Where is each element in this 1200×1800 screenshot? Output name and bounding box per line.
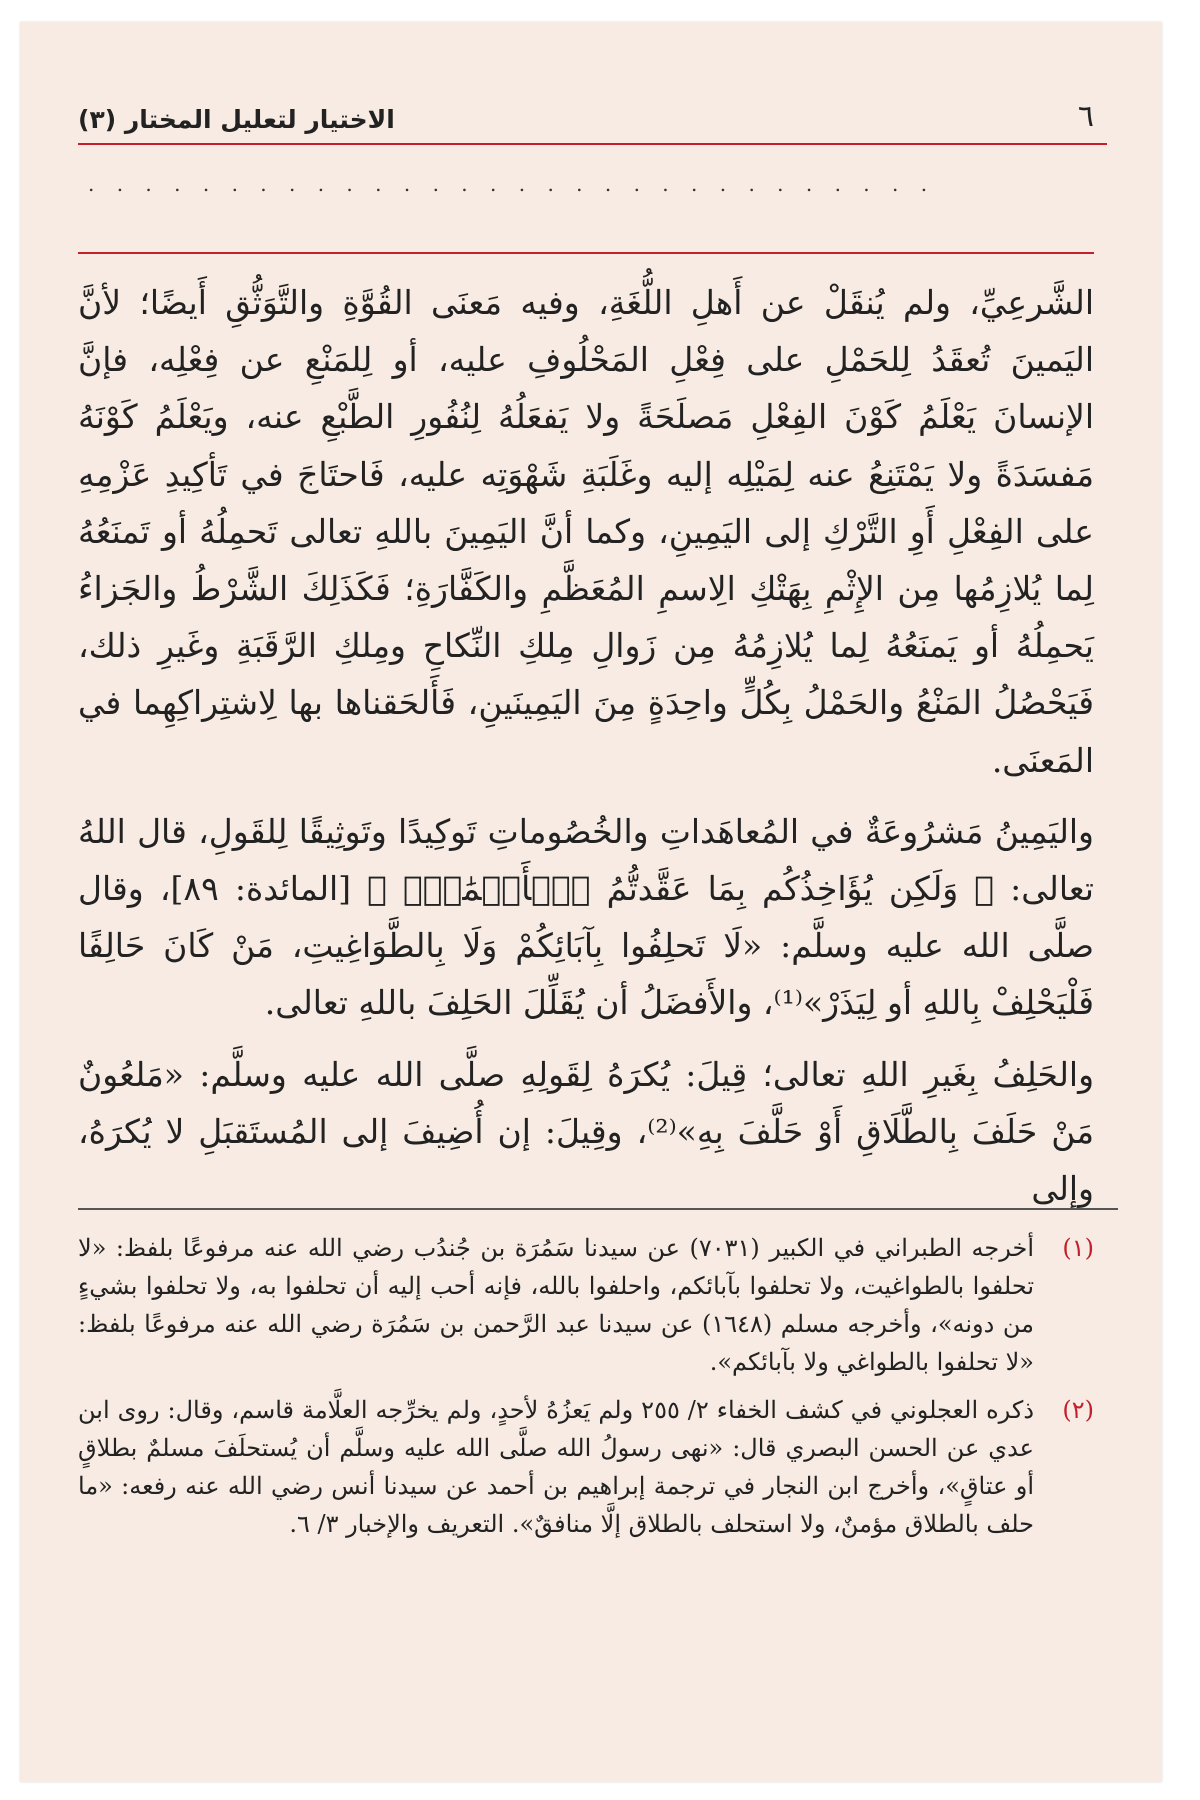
elision-dots: . . . . . . . . . . . . . . . . . . . . . . . . . . . . . . bbox=[88, 172, 936, 196]
body-paragraph: والحَلِفُ بِغَيرِ اللهِ تعالى؛ قِيلَ: يُكرَهُ لِقَولِهِ صلَّى الله عليه وسلَّم: «مَلعُونٌ مَنْ حَلَفَ بِالطَّلَاقِ أَوْ حَلَّفَ بِهِ»⁽²⁾، وقِيلَ: إن أُضِيفَ إلى المُستَقبَلِ لا يُكرَهُ، وإلى bbox=[78, 1054, 1094, 1209]
running-header bbox=[78, 84, 1094, 134]
footnote-divider bbox=[78, 1208, 1118, 1210]
footnote-number: (٢) bbox=[1062, 1396, 1094, 1424]
book-page bbox=[20, 22, 1162, 1782]
main-text bbox=[78, 274, 1094, 1217]
footnote-text: ذكره العجلوني في كشف الخفاء ٢/ ٢٥٥ ولم يَعزُهُ لأحدٍ، ولم يخرِّجه العلَّامة قاسم، وقال: روى ابن عدي عن الحسن البصري قال: «نهى رسولُ الله صلَّى الله عليه وسلَّم أن يُستحلَفَ مسلمٌ بطلاقٍ أو عتاقٍ»، وأخرج ابن النجار في ترجمة إبراهيم بن أحمد عن سيدنا أنس رضي الله عنه رفعه: «ما حلف بالطلاق مؤمنٌ، ولا استحلف بالطلاق إلَّا منافقٌ». التعريف والإخبار ٣/ ٦. bbox=[78, 1396, 1035, 1538]
header-divider bbox=[78, 143, 1107, 145]
book-title: الاختيار لتعليل المختار (٣) bbox=[78, 105, 395, 134]
footnote bbox=[78, 1391, 1094, 1543]
footnotes bbox=[78, 1229, 1094, 1553]
body-paragraph: واليَمِينُ مَشرُوعَةٌ في المُعاهَداتِ والخُصُوماتِ تَوكِيدًا وتَوثِيقًا لِلقَولِ، قال اللهُ تعالى: ﴿ وَلَكِن يُؤَاخِذُكُم بِمَا عَقَّدتُّمُ ٱلۡأَيۡمَٰنَۖ ﴾ [المائدة: ٨٩]، وقال صلَّى الله عليه وسلَّم: «لَا تَحلِفُوا بِآبَائِكُمْ وَلَا بِالطَّوَاغِيتِ، مَنْ كَانَ حَالِفًا فَلْيَحْلِفْ بِاللهِ أو لِيَذَرْ»⁽¹⁾، والأَفضَلُ أن يُقَلِّلَ الحَلِفَ باللهِ تعالى. bbox=[78, 811, 1094, 1023]
footnote-number: (١) bbox=[1062, 1234, 1094, 1262]
body-paragraph: الشَّرعِيِّ، ولم يُنقَلْ عن أَهلِ اللُّغَةِ، وفيه مَعنَى القُوَّةِ والتَّوَثُّقِ أَيضًا؛ لأنَّ اليَمينَ تُعقَدُ لِلحَمْلِ على فِعْلِ المَحْلُوفِ عليه، أو لِلمَنْعِ عن فِعْلِه، فإنَّ الإنسانَ يَعْلَمُ كَوْنَ الفِعْلِ مَصلَحَةً ولا يَفعَلُهُ لِنُفُورِ الطَّبْعِ عنه، ويَعْلَمُ كَوْنَهُ مَفسَدَةً ولا يَمْتَنِعُ عنه لِمَيْلِه إليه وغَلَبَةِ شَهْوَتِه عليه، فَاحتَاجَ في تَأكِيدِ عَزْمِهِ على الفِعْلِ أَوِ التَّرْكِ إلى اليَمِينِ، وكما أنَّ اليَمِينَ باللهِ تعالى تَحمِلُهُ أو تَمنَعُهُ لِما يُلازِمُها مِن الإِثْمِ بِهَتْكِ الِاسمِ المُعَظَّمِ والكَفَّارَةِ؛ فَكَذَلِكَ الشَّرْطُ والجَزاءُ يَحمِلُهُ أو يَمنَعُهُ لِما يُلازِمُهُ مِن زَوالِ مِلكِ النِّكاحِ ومِلكِ الرَّقَبَةِ وغَيرِ ذلك، فَيَحْصُلُ المَنْعُ والحَمْلُ بِكُلٍّ واحِدَةٍ مِنَ اليَمِينَينِ، فَأَلحَقناها بها لِاشتِراكِهِما في المَعنَى. bbox=[78, 283, 1094, 780]
footnote-text: أخرجه الطبراني في الكبير (٧٠٣١) عن سيدنا سَمُرَة بن جُندُب رضي الله عنه مرفوعًا بلفظ: «لا تحلفوا بالطواغيت، ولا تحلفوا بآبائكم، واحلفوا بالله، فإنه أحب إليه أن تحلفوا به، ولا تحلفوا بشيءٍ من دونه»، وأخرجه مسلم (١٦٤٨) عن سيدنا عبد الرَّحمن بن سَمُرَة رضي الله عنه مرفوعًا بلفظ: «لا تحلفوا بالطواغي ولا بآبائكم». bbox=[78, 1234, 1034, 1376]
page-number: ٦ bbox=[1077, 99, 1094, 134]
section-divider bbox=[78, 252, 1094, 254]
footnote bbox=[78, 1229, 1094, 1381]
